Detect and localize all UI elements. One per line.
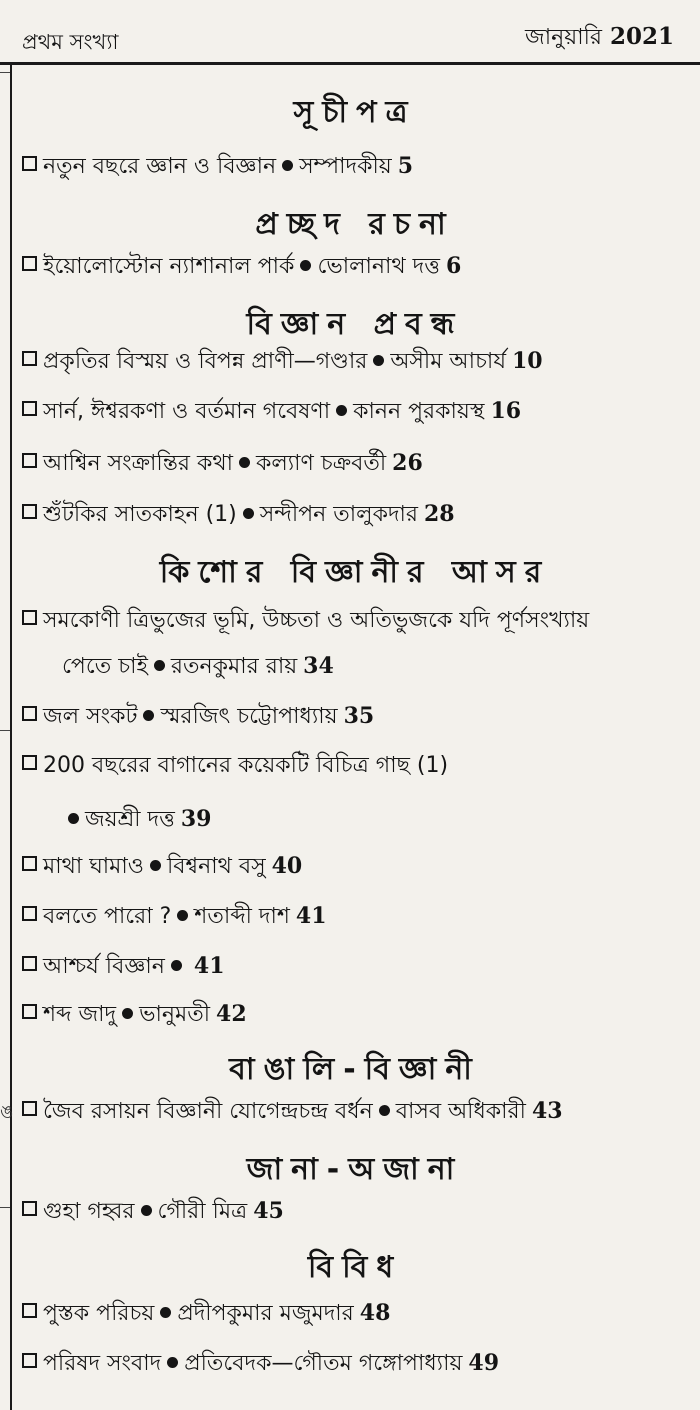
entry-title: গুহা গহ্বর [43,1199,135,1224]
entry-title: আশ্চর্য বিজ্ঞান [43,954,165,979]
entry-author: ভানুমতী [139,1002,211,1027]
entry-page: 45 [253,1198,284,1224]
entry-page: 34 [303,653,334,679]
toc-entry-continuation[interactable] [62,655,334,678]
toc-entry[interactable] [22,610,589,632]
entry-title: পুস্তক পরিচয় [43,1301,155,1326]
bullet-icon [68,813,79,824]
entry-author: স্মরজিৎ চট্টোপাধ্যায় [160,704,338,729]
left-frame-rule [10,64,12,1410]
checkbox-icon [22,401,37,416]
bullet-icon [373,355,384,366]
issue-year: 2021 [609,23,674,50]
toc-entry[interactable] [22,400,521,423]
section-heading-cover-story: প্রচ্ছদ রচনা [255,207,455,242]
toc-entry[interactable] [22,905,327,928]
entry-page: 40 [271,853,303,879]
entry-author: কানন পুরকায়স্থ [353,399,485,424]
checkbox-icon [22,1303,37,1318]
entry-title: মাথা ঘামাও [43,854,144,879]
margin-rule [0,1207,10,1208]
checkbox-icon [22,1201,37,1216]
checkbox-icon [22,1353,37,1368]
toc-entry[interactable] [22,705,374,728]
bullet-icon [379,1105,390,1116]
section-heading-miscellaneous: বিবিধ [307,1250,403,1285]
entry-author: ভোলানাথ দত্ত [317,254,440,279]
toc-entry[interactable] [22,255,461,278]
checkbox-icon [22,755,37,770]
checkbox-icon [22,256,37,271]
entry-author: সন্দীপন তালুকদার [259,502,418,527]
entry-author: প্রদীপকুমার মজুমদার [177,1301,354,1326]
entry-author: বাসব অধিকারী [395,1099,526,1124]
bullet-icon [141,1205,152,1216]
entry-author: সম্পাদকীয় [299,154,392,179]
entry-page: 10 [512,348,543,374]
entry-title: জৈব রসায়ন বিজ্ঞানী যোগেন্দ্রচন্দ্র বর্ধন [43,1099,373,1124]
toc-entry[interactable] [22,350,543,373]
entry-author: জয়শ্রী দত্ত [85,807,175,832]
bullet-icon [150,860,161,871]
entry-title: পরিষদ সংবাদ [43,1351,162,1376]
toc-entry[interactable] [22,452,423,475]
entry-author: রতনকুমার রায় [170,654,298,679]
entry-title: ইয়োলোস্টোন ন্যাশানাল পার্ক [43,254,295,279]
bullet-icon [122,1008,133,1019]
checkbox-icon [22,453,37,468]
bullet-icon [300,260,311,271]
section-heading-bengali-scientists: বাঙালি-বিজ্ঞানী [229,1052,481,1087]
entry-page: 16 [490,398,522,424]
entry-title: আশ্বিন সংক্রান্তির কথা [43,451,233,476]
entry-page: 48 [359,1300,391,1326]
toc-entry[interactable] [22,855,302,878]
toc-entry[interactable] [22,1200,284,1223]
entry-author: প্রতিবেদক—গৌতম গঙ্গোপাধ্যায় [184,1351,463,1376]
entry-title: সার্ন, ঈশ্বরকণা ও বর্তমান গবেষণা [43,399,331,424]
margin-rule [0,730,10,731]
issue-month: জানুয়ারি [525,25,602,50]
toc-entry[interactable] [22,1352,499,1375]
bullet-icon [239,457,250,468]
toc-entry[interactable] [22,1100,563,1123]
entry-author: কল্যাণ চক্রবর্তী [256,451,387,476]
checkbox-icon [22,504,37,519]
toc-entry[interactable] [22,755,448,777]
bullet-icon [171,960,182,971]
page-header [0,0,700,65]
entry-page: 41 [295,903,327,929]
entry-title: সমকোণী ত্রিভুজের ভূমি, উচ্চতা ও অতিভুজকে যদি পূর্ণসংখ্যায় [43,608,590,633]
entry-title: প্রকৃতির বিস্ময় ও বিপন্ন প্রাণী—গণ্ডার [43,349,368,374]
entry-author: অসীম আচার্য [390,349,506,374]
margin-rule [0,72,10,73]
entry-title: শব্দ জাদু [43,1002,117,1027]
entry-title: শুঁটকির সাতকাহন (1) [43,502,237,527]
bullet-icon [160,1307,171,1318]
section-heading-science-essays: বিজ্ঞান প্রবন্ধ [246,307,464,342]
bullet-icon [336,405,347,416]
bullet-icon [154,660,165,671]
toc-entry[interactable] [22,1302,390,1325]
entry-author: বিশ্বনাথ বসু [166,854,266,879]
section-heading-contents: সূচীপত্র [293,95,417,130]
entry-page: 35 [343,703,375,729]
entry-title: বলতে পারো ? [43,904,172,929]
entry-page: 6 [445,253,462,279]
margin-fragment: ঙ [0,1102,14,1123]
entry-page: 43 [531,1098,563,1124]
bullet-icon [243,508,254,519]
issue-date [525,20,674,57]
entry-title: 200 বছরের বাগানের কয়েকটি বিচিত্র গাছ (1) [43,753,449,778]
checkbox-icon [22,856,37,871]
section-heading-young-scientists: কিশোর বিজ্ঞানীর আসর [159,555,551,590]
entry-title: জল সংকট [43,704,138,729]
checkbox-icon [22,1004,37,1019]
checkbox-icon [22,956,37,971]
checkbox-icon [22,610,37,625]
bullet-icon [167,1357,178,1368]
bullet-icon [143,710,154,721]
bullet-icon [282,160,293,171]
checkbox-icon [22,156,37,171]
section-heading-known-unknown: জানা-অজানা [246,1152,464,1187]
entry-page: 5 [397,153,414,179]
entry-page: 49 [468,1350,500,1376]
toc-entry-continuation[interactable] [62,808,211,831]
toc-entry[interactable] [22,503,455,526]
checkbox-icon [22,906,37,921]
entry-page: 42 [216,1001,247,1027]
entry-title-continued: পেতে চাই [62,654,148,679]
checkbox-icon [22,351,37,366]
entry-page: 41 [193,953,225,979]
entry-author: গৌরী মিত্র [157,1199,248,1224]
toc-entry[interactable] [22,155,413,178]
entry-page: 26 [392,450,423,476]
entry-page: 28 [424,501,455,527]
toc-entry[interactable] [22,955,225,978]
entry-title: নতুন বছরে জ্ঞান ও বিজ্ঞান [43,154,277,179]
bullet-icon [177,910,188,921]
entry-author: শতাব্দী দাশ [194,904,290,929]
toc-entry[interactable] [22,1003,247,1026]
checkbox-icon [22,1101,37,1116]
checkbox-icon [22,706,37,721]
issue-label: প্রথম সংখ্যা [22,30,119,54]
entry-page: 39 [180,806,212,832]
